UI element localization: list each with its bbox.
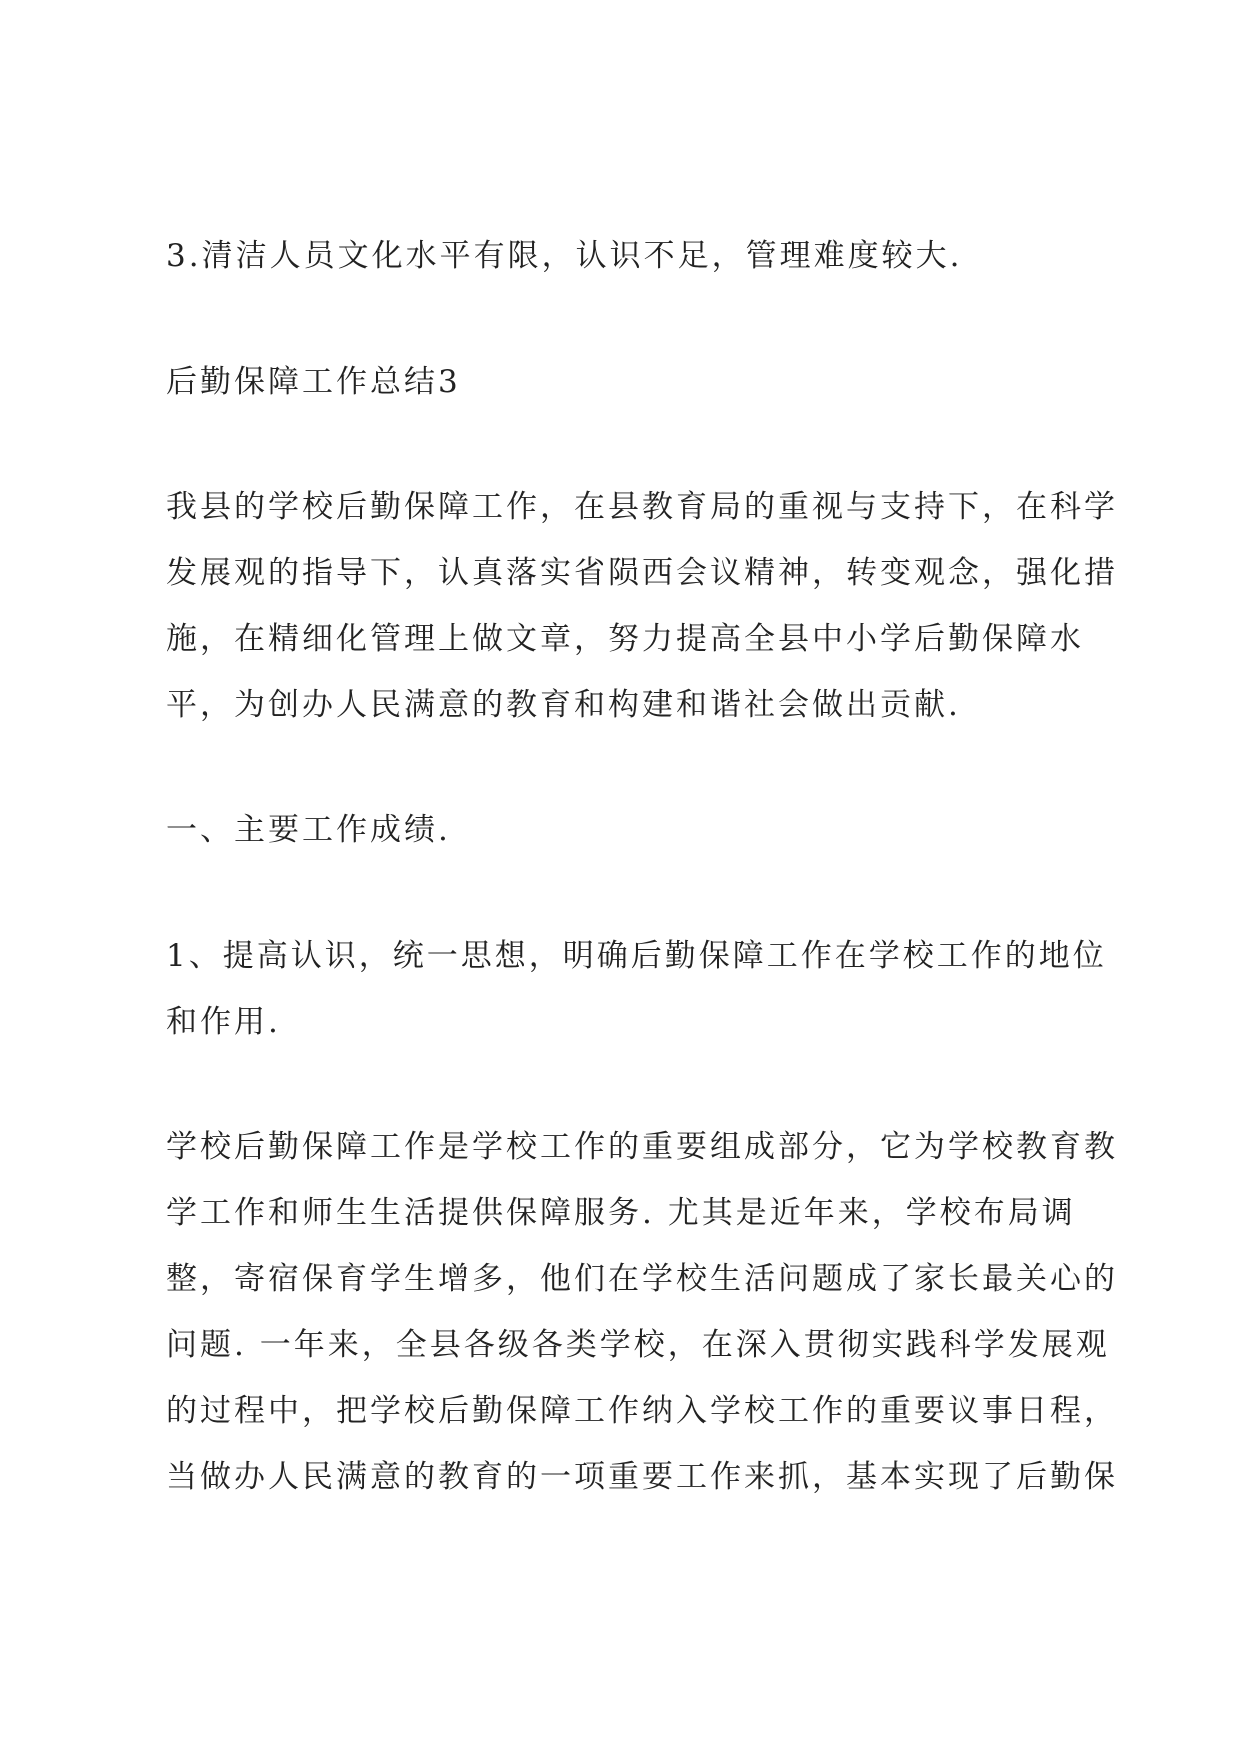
paragraph-line: 平，为创办人民满意的教育和构建和谐社会做出贡献.	[166, 687, 961, 723]
paragraph-line: 学校后勤保障工作是学校工作的重要组成部分，它为学校教育教	[166, 1129, 1118, 1165]
list-item-3: 3.清洁人员文化水平有限，认识不足，管理难度较大.	[166, 238, 963, 274]
section-title: 后勤保障工作总结3	[166, 364, 461, 400]
paragraph-line: 和作用.	[166, 1004, 281, 1040]
paragraph-line: 问题. 一年来，全县各级各类学校，在深入贯彻实践科学发展观	[166, 1327, 1110, 1363]
paragraph-line: 当做办人民满意的教育的一项重要工作来抓，基本实现了后勤保	[166, 1459, 1118, 1495]
paragraph-line: 我县的学校后勤保障工作，在县教育局的重视与支持下，在科学	[166, 489, 1118, 525]
paragraph-line: 1、提高认识，统一思想，明确后勤保障工作在学校工作的地位	[166, 938, 1107, 974]
paragraph-line: 发展观的指导下，认真落实省陨西会议精神，转变观念，强化措	[166, 555, 1118, 591]
section-heading: 一、主要工作成绩.	[166, 812, 451, 848]
paragraph-line: 施，在精细化管理上做文章，努力提高全县中小学后勤保障水	[166, 621, 1084, 657]
paragraph-line: 的过程中，把学校后勤保障工作纳入学校工作的重要议事日程，	[166, 1393, 1118, 1429]
paragraph-line: 整，寄宿保育学生增多，他们在学校生活问题成了家长最关心的	[166, 1261, 1118, 1297]
paragraph-line: 学工作和师生生活提供保障服务. 尤其是近年来，学校布局调	[166, 1195, 1076, 1231]
